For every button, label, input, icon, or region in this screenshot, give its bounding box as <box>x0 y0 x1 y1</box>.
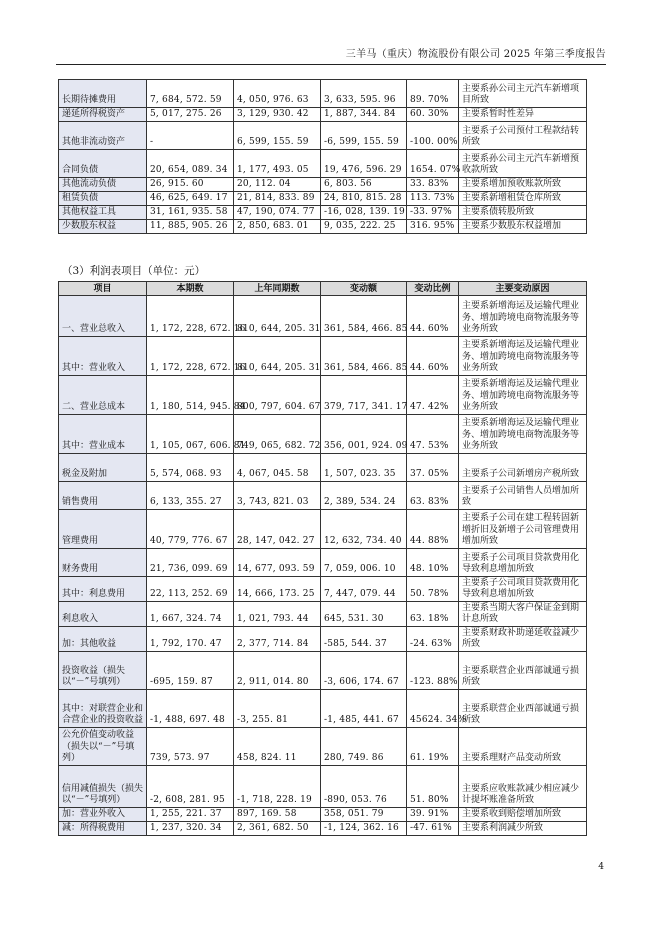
change-ratio-cell: 61. 19% <box>407 728 459 766</box>
change-reason-cell: 主要系子公司项目贷款费用化导致利息增加所致 <box>459 549 587 577</box>
prior-value-cell: 3, 743, 821. 03 <box>234 482 321 510</box>
item-cell: 其中：对联营企业和合营企业的投资收益 <box>59 690 147 728</box>
item-cell: 销售费用 <box>59 482 147 510</box>
change-amount-cell: 7, 059, 006. 10 <box>321 549 407 577</box>
change-amount-cell: -3, 606, 174. 67 <box>321 652 407 690</box>
change-ratio-cell: 51. 80% <box>407 766 459 808</box>
change-reason-cell: 主要系子公司新增房产税所致 <box>459 454 587 482</box>
prior-value-cell: 2, 850, 683. 01 <box>234 220 321 234</box>
change-amount-cell: 379, 717, 341. 17 <box>321 376 407 415</box>
table-row <box>59 549 587 577</box>
change-ratio-cell: -47. 61% <box>407 822 459 836</box>
change-ratio-cell: 316. 95% <box>407 220 459 234</box>
change-reason-cell: 主要系应收账款减少相应减少计提坏账准备所致 <box>459 766 587 808</box>
change-amount-cell: 356, 001, 924. 09 <box>321 415 407 454</box>
change-ratio-cell: 47. 53% <box>407 415 459 454</box>
table-row <box>59 296 587 337</box>
item-cell: 其他流动负债 <box>59 178 147 192</box>
change-reason-cell: 主要系少数股东权益增加 <box>459 220 587 234</box>
report-header-title: 三羊马（重庆）物流股份有限公司 2025 年第三季度报告 <box>345 49 606 60</box>
change-ratio-cell: -24. 63% <box>407 627 459 652</box>
table-row <box>59 108 587 122</box>
item-cell: 递延所得税资产 <box>59 108 147 122</box>
column-header-current: 本期数 <box>147 282 234 296</box>
change-amount-cell: -6, 599, 155. 59 <box>321 122 407 150</box>
table-row <box>59 510 587 549</box>
change-ratio-cell: 63. 18% <box>407 602 459 627</box>
table-row <box>59 80 587 108</box>
table-row <box>59 482 587 510</box>
change-ratio-cell: -123. 88% <box>407 652 459 690</box>
change-ratio-cell: 89. 70% <box>407 80 459 108</box>
item-cell: 管理费用 <box>59 510 147 549</box>
prior-value-cell: 800, 797, 604. 67 <box>234 376 321 415</box>
change-ratio-cell: 63. 83% <box>407 482 459 510</box>
table-row <box>59 220 587 234</box>
prior-value-cell: 47, 190, 074. 77 <box>234 206 321 220</box>
change-amount-cell: -585, 544. 37 <box>321 627 407 652</box>
current-value-cell: 20, 654, 089. 34 <box>147 150 234 178</box>
table-row <box>59 577 587 602</box>
table-row <box>59 728 587 766</box>
prior-value-cell: 810, 644, 205. 31 <box>234 337 321 376</box>
change-ratio-cell: 44. 88% <box>407 510 459 549</box>
table-row <box>59 122 587 150</box>
prior-value-cell: 2, 377, 714. 84 <box>234 627 321 652</box>
prior-value-cell: 20, 112. 04 <box>234 178 321 192</box>
prior-value-cell: 28, 147, 042. 27 <box>234 510 321 549</box>
current-value-cell: -695, 159. 87 <box>147 652 234 690</box>
prior-value-cell: -1, 718, 228. 19 <box>234 766 321 808</box>
item-cell: 其他权益工具 <box>59 206 147 220</box>
change-reason-cell: 主要系联营企业西部诚通亏损所致 <box>459 652 587 690</box>
prior-value-cell: 1, 177, 493. 05 <box>234 150 321 178</box>
prior-value-cell: 810, 644, 205. 31 <box>234 296 321 337</box>
table-row <box>59 690 587 728</box>
change-reason-cell: 主要系收到赔偿增加所致 <box>459 808 587 822</box>
current-value-cell: 40, 779, 776. 67 <box>147 510 234 549</box>
change-amount-cell: 361, 584, 466. 85 <box>321 296 407 337</box>
table-row <box>59 627 587 652</box>
prior-value-cell: -3, 255. 81 <box>234 690 321 728</box>
table-row <box>59 822 587 836</box>
income-statement-section-title: （3）利润表项目（单位：元） <box>62 265 206 277</box>
table-row <box>59 337 587 376</box>
item-cell: 利息收入 <box>59 602 147 627</box>
table-row <box>59 376 587 415</box>
change-amount-cell: 24, 810, 815. 28 <box>321 192 407 206</box>
prior-value-cell: 2, 361, 682. 50 <box>234 822 321 836</box>
item-cell: 其中：营业成本 <box>59 415 147 454</box>
change-reason-cell: 主要系新增海运及运输代理业务、增加跨境电商物流服务等业务所致 <box>459 337 587 376</box>
table-row <box>59 652 587 690</box>
change-amount-cell: -1, 124, 362. 16 <box>321 822 407 836</box>
change-amount-cell: 12, 632, 734. 40 <box>321 510 407 549</box>
change-reason-cell: 主要系当期大客户保证金到期计息所致 <box>459 602 587 627</box>
table-row <box>59 808 587 822</box>
prior-value-cell: 21, 814, 833. 89 <box>234 192 321 206</box>
change-ratio-cell: 45624. 34% <box>407 690 459 728</box>
item-cell: 其中：利息费用 <box>59 577 147 602</box>
change-amount-cell: 6, 803. 56 <box>321 178 407 192</box>
change-ratio-cell: 37. 05% <box>407 454 459 482</box>
change-reason-cell: 主要系孙公司主元汽车新增项目所致 <box>459 80 587 108</box>
change-reason-cell: 主要系子公司预付工程款结转所致 <box>459 122 587 150</box>
current-value-cell: 21, 736, 099. 69 <box>147 549 234 577</box>
item-cell: 投资收益（损失以“－”号填列） <box>59 652 147 690</box>
change-reason-cell: 主要系新增海运及运输代理业务、增加跨境电商物流服务等业务所致 <box>459 296 587 337</box>
table-row <box>59 454 587 482</box>
change-reason-cell: 主要系新增租赁仓库所致 <box>459 192 587 206</box>
current-value-cell: 11, 885, 905. 26 <box>147 220 234 234</box>
change-reason-cell: 主要系财政补助递延收益减少所致 <box>459 627 587 652</box>
item-cell: 租赁负债 <box>59 192 147 206</box>
current-value-cell: 5, 574, 068. 93 <box>147 454 234 482</box>
item-cell: 少数股东权益 <box>59 220 147 234</box>
table-row <box>59 150 587 178</box>
table-row <box>59 206 587 220</box>
current-value-cell: -1, 488, 697. 48 <box>147 690 234 728</box>
prior-value-cell: 4, 067, 045. 58 <box>234 454 321 482</box>
change-ratio-cell: 44. 60% <box>407 337 459 376</box>
change-amount-cell: 358, 051. 79 <box>321 808 407 822</box>
current-value-cell: 1, 792, 170. 47 <box>147 627 234 652</box>
column-header-prior: 上年同期数 <box>234 282 321 296</box>
current-value-cell: 1, 237, 320. 34 <box>147 822 234 836</box>
change-amount-cell: 7, 447, 079. 44 <box>321 577 407 602</box>
current-value-cell: 1, 255, 221. 37 <box>147 808 234 822</box>
change-reason-cell: 主要系增加预收账款所致 <box>459 178 587 192</box>
header-divider <box>56 64 606 65</box>
change-ratio-cell: 39. 91% <box>407 808 459 822</box>
prior-value-cell: 3, 129, 930. 42 <box>234 108 321 122</box>
change-reason-cell: 主要系子公司项目贷款费用化导致利息增加所致 <box>459 577 587 602</box>
change-amount-cell: 280, 749. 86 <box>321 728 407 766</box>
item-cell: 其他非流动资产 <box>59 122 147 150</box>
change-amount-cell: 361, 584, 466. 85 <box>321 337 407 376</box>
item-cell: 加：营业外收入 <box>59 808 147 822</box>
income-statement-changes-table <box>58 281 587 836</box>
table-row <box>59 415 587 454</box>
table-row <box>59 602 587 627</box>
change-reason-cell: 主要系新增海运及运输代理业务、增加跨境电商物流服务等业务所致 <box>459 376 587 415</box>
change-amount-cell: 19, 476, 596. 29 <box>321 150 407 178</box>
table-row <box>59 178 587 192</box>
change-amount-cell: 2, 389, 534. 24 <box>321 482 407 510</box>
current-value-cell: 5, 017, 275. 26 <box>147 108 234 122</box>
change-amount-cell: -890, 053. 76 <box>321 766 407 808</box>
current-value-cell: 1, 667, 324. 74 <box>147 602 234 627</box>
page-number: 4 <box>598 862 604 872</box>
change-amount-cell: 9, 035, 222. 25 <box>321 220 407 234</box>
current-value-cell: 1, 172, 228, 672. 16 <box>147 296 234 337</box>
change-ratio-cell: 50. 78% <box>407 577 459 602</box>
prior-value-cell: 458, 824. 11 <box>234 728 321 766</box>
change-ratio-cell: 44. 60% <box>407 296 459 337</box>
change-ratio-cell: 47. 42% <box>407 376 459 415</box>
current-value-cell: 739, 573. 97 <box>147 728 234 766</box>
prior-value-cell: 897, 169. 58 <box>234 808 321 822</box>
item-cell: 信用减值损失（损失以“－”号填列） <box>59 766 147 808</box>
item-cell: 其中：营业收入 <box>59 337 147 376</box>
current-value-cell: - <box>147 122 234 150</box>
change-ratio-cell: 48. 10% <box>407 549 459 577</box>
column-header-ratio: 变动比例 <box>407 282 459 296</box>
prior-value-cell: 14, 677, 093. 59 <box>234 549 321 577</box>
change-amount-cell: 1, 507, 023. 35 <box>321 454 407 482</box>
current-value-cell: 1, 172, 228, 672. 16 <box>147 337 234 376</box>
change-reason-cell: 主要系孙公司主元汽车新增预收款所致 <box>459 150 587 178</box>
change-ratio-cell: -100. 00% <box>407 122 459 150</box>
change-reason-cell: 主要系债转股所致 <box>459 206 587 220</box>
column-header-reason: 主要变动原因 <box>459 282 587 296</box>
change-reason-cell: 主要系子公司在建工程转固新增折旧及新增子公司管理费用增加所致 <box>459 510 587 549</box>
change-ratio-cell: 60. 30% <box>407 108 459 122</box>
item-cell: 财务费用 <box>59 549 147 577</box>
change-ratio-cell: 1654. 07% <box>407 150 459 178</box>
current-value-cell: -2, 608, 281. 95 <box>147 766 234 808</box>
change-amount-cell: 645, 531. 30 <box>321 602 407 627</box>
prior-value-cell: 1, 021, 793. 44 <box>234 602 321 627</box>
current-value-cell: 26, 915. 60 <box>147 178 234 192</box>
change-reason-cell: 主要系暂时性差异 <box>459 108 587 122</box>
prior-value-cell: 14, 666, 173. 25 <box>234 577 321 602</box>
prior-value-cell: 2, 911, 014. 80 <box>234 652 321 690</box>
item-cell: 二、营业总成本 <box>59 376 147 415</box>
change-amount-cell: -1, 485, 441. 67 <box>321 690 407 728</box>
column-header-item: 项目 <box>59 282 147 296</box>
change-reason-cell: 主要系利润减少所致 <box>459 822 587 836</box>
change-ratio-cell: 113. 73% <box>407 192 459 206</box>
change-ratio-cell: -33. 97% <box>407 206 459 220</box>
change-reason-cell: 主要系理财产品变动所致 <box>459 728 587 766</box>
table-row <box>59 766 587 808</box>
current-value-cell: 1, 180, 514, 945. 84 <box>147 376 234 415</box>
column-header-change: 变动额 <box>321 282 407 296</box>
current-value-cell: 22, 113, 252. 69 <box>147 577 234 602</box>
balance-sheet-changes-table <box>58 79 587 234</box>
change-reason-cell: 主要系子公司销售人员增加所致 <box>459 482 587 510</box>
table-row <box>59 192 587 206</box>
current-value-cell: 1, 105, 067, 606. 81 <box>147 415 234 454</box>
current-value-cell: 7, 684, 572. 59 <box>147 80 234 108</box>
change-amount-cell: 1, 887, 344. 84 <box>321 108 407 122</box>
change-amount-cell: -16, 028, 139. 19 <box>321 206 407 220</box>
change-reason-cell: 主要系联营企业西部诚通亏损所致 <box>459 690 587 728</box>
prior-value-cell: 6, 599, 155. 59 <box>234 122 321 150</box>
prior-value-cell: 4, 050, 976. 63 <box>234 80 321 108</box>
item-cell: 税金及附加 <box>59 454 147 482</box>
change-amount-cell: 3, 633, 595. 96 <box>321 80 407 108</box>
item-cell: 减：所得税费用 <box>59 822 147 836</box>
current-value-cell: 46, 625, 649. 17 <box>147 192 234 206</box>
item-cell: 合同负债 <box>59 150 147 178</box>
prior-value-cell: 749, 065, 682. 72 <box>234 415 321 454</box>
table-header-row <box>59 282 587 296</box>
item-cell: 公允价值变动收益（损失以“－”号填列） <box>59 728 147 766</box>
item-cell: 长期待摊费用 <box>59 80 147 108</box>
change-reason-cell: 主要系新增海运及运输代理业务、增加跨境电商物流服务等业务所致 <box>459 415 587 454</box>
change-ratio-cell: 33. 83% <box>407 178 459 192</box>
current-value-cell: 31, 161, 935. 58 <box>147 206 234 220</box>
item-cell: 加：其他收益 <box>59 627 147 652</box>
item-cell: 一、营业总收入 <box>59 296 147 337</box>
current-value-cell: 6, 133, 355. 27 <box>147 482 234 510</box>
